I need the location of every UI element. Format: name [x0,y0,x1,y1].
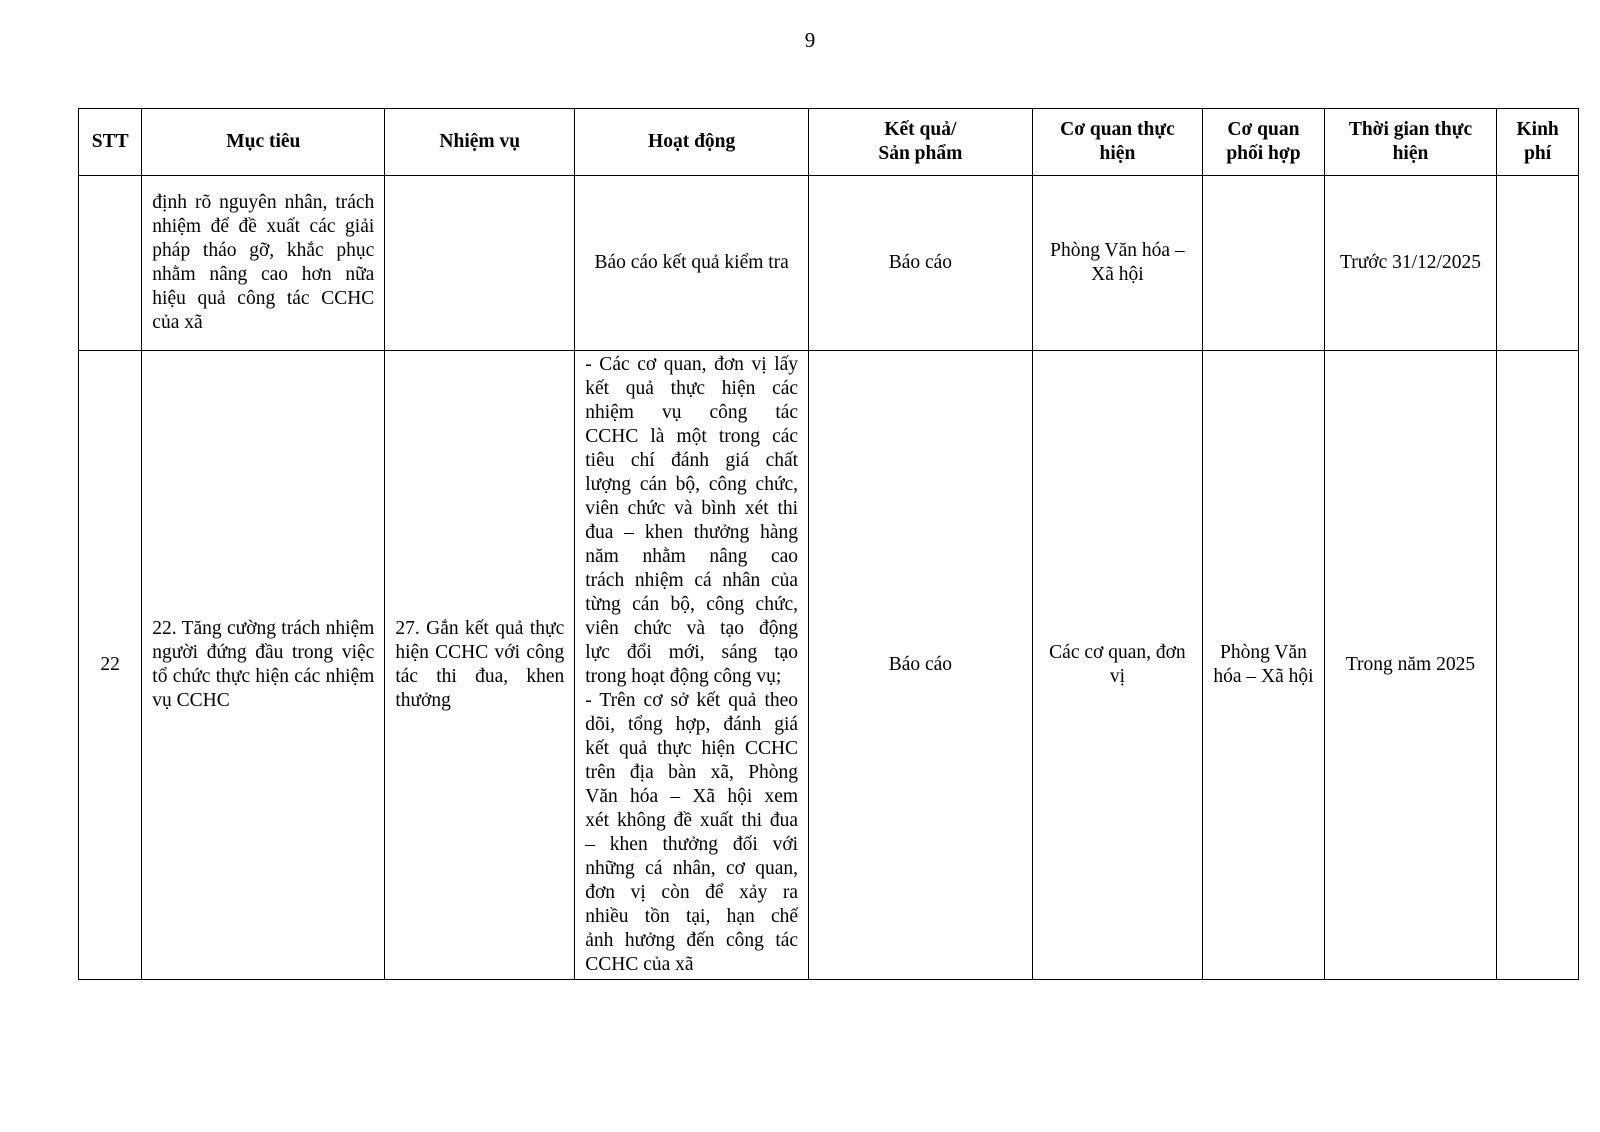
activity-line: – khen thưởng đối với [585,834,799,855]
cell-hoat-dong [575,351,809,980]
activity-line: những cá nhân, cơ quan, [585,858,799,879]
cell-kinh-phi [1497,351,1579,980]
header-ket-qua: Kết quả/ Sản phẩm [809,109,1033,176]
table-header-row [79,109,1579,176]
activity-line: nhiều tồn tại, hạn chế [585,906,799,927]
cell-nhiem-vu [385,176,575,351]
header-co-quan-phoi-hop: Cơ quan phối hợp [1203,109,1325,176]
activity-line: - Các cơ quan, đơn vị lấy [585,354,799,375]
cell-muc-tieu: 22. Tăng cường trách nhiệm người đứng đầu trong việc tổ chức thực hiện các nhiệm vụ CCHC [142,351,385,980]
activity-line: CCHC là một trong các [585,426,799,447]
cell-ket-qua: Báo cáo [809,176,1033,351]
activity-line: nhiệm vụ công tác [585,402,799,423]
cell-co-quan-thuc-hien: Phòng Văn hóa – Xã hội [1032,176,1203,351]
activity-line: viên chức và tạo động [585,618,799,639]
cell-hoat-dong: Báo cáo kết quả kiểm tra [575,176,809,351]
activity-line: trong hoạt động công vụ; [585,666,782,687]
cell-muc-tieu: định rõ nguyên nhân, trách nhiệm để đề xuất các giải pháp tháo gỡ, khắc phục nhằm nâng cao hơn nữa hiệu quả công tác CCHC của xã [142,176,385,351]
activity-line: năm nhằm nâng cao [585,546,799,567]
cell-co-quan-thuc-hien: Các cơ quan, đơn vị [1032,351,1203,980]
activity-line: viên chức và bình xét thi [585,498,799,519]
header-kinh-phi: Kinh phí [1497,109,1579,176]
table-row [79,351,1579,980]
activity-line: đơn vị còn để xảy ra [585,882,799,903]
cell-stt [79,176,142,351]
page-number: 9 [804,28,816,52]
activity-line: ảnh hưởng đến công tác [585,930,799,951]
activity-line: lực đổi mới, sáng tạo [585,642,799,663]
cell-nhiem-vu: 27. Gắn kết quả thực hiện CCHC với công tác thi đua, khen thưởng [385,351,575,980]
activity-line: kết quả thực hiện các [585,378,799,399]
activity-line: - Trên cơ sở kết quả theo [585,690,799,711]
header-thoi-gian: Thời gian thực hiện [1324,109,1497,176]
activity-line: xét không đề xuất thi đua [585,810,799,831]
activity-line: trên địa bàn xã, Phòng [585,762,799,783]
header-nhiem-vu: Nhiệm vụ [385,109,575,176]
table-row [79,176,1579,351]
activity-line: trách nhiệm cá nhân của [585,570,799,591]
cell-thoi-gian: Trong năm 2025 [1324,351,1497,980]
header-hoat-dong: Hoạt động [575,109,809,176]
action-plan-table [78,108,1579,980]
cell-stt: 22 [79,351,142,980]
activity-line: đua – khen thưởng hàng [585,522,799,543]
cell-co-quan-phoi-hop [1203,176,1325,351]
activity-line: Văn hóa – Xã hội xem [585,786,799,807]
activity-line: tiêu chí đánh giá chất [585,450,799,471]
header-stt: STT [79,109,142,176]
cell-kinh-phi [1497,176,1579,351]
header-co-quan-thuc-hien: Cơ quan thực hiện [1032,109,1203,176]
header-muc-tieu: Mục tiêu [142,109,385,176]
cell-ket-qua: Báo cáo [809,351,1033,980]
activity-line: CCHC của xã [585,954,694,975]
cell-co-quan-phoi-hop: Phòng Văn hóa – Xã hội [1203,351,1325,980]
activity-line: từng cán bộ, công chức, [585,594,799,615]
cell-thoi-gian: Trước 31/12/2025 [1324,176,1497,351]
activity-line: dõi, tổng hợp, đánh giá [585,714,799,735]
activity-line: lượng cán bộ, công chức, [585,474,799,495]
activity-line: kết quả thực hiện CCHC [585,738,799,759]
